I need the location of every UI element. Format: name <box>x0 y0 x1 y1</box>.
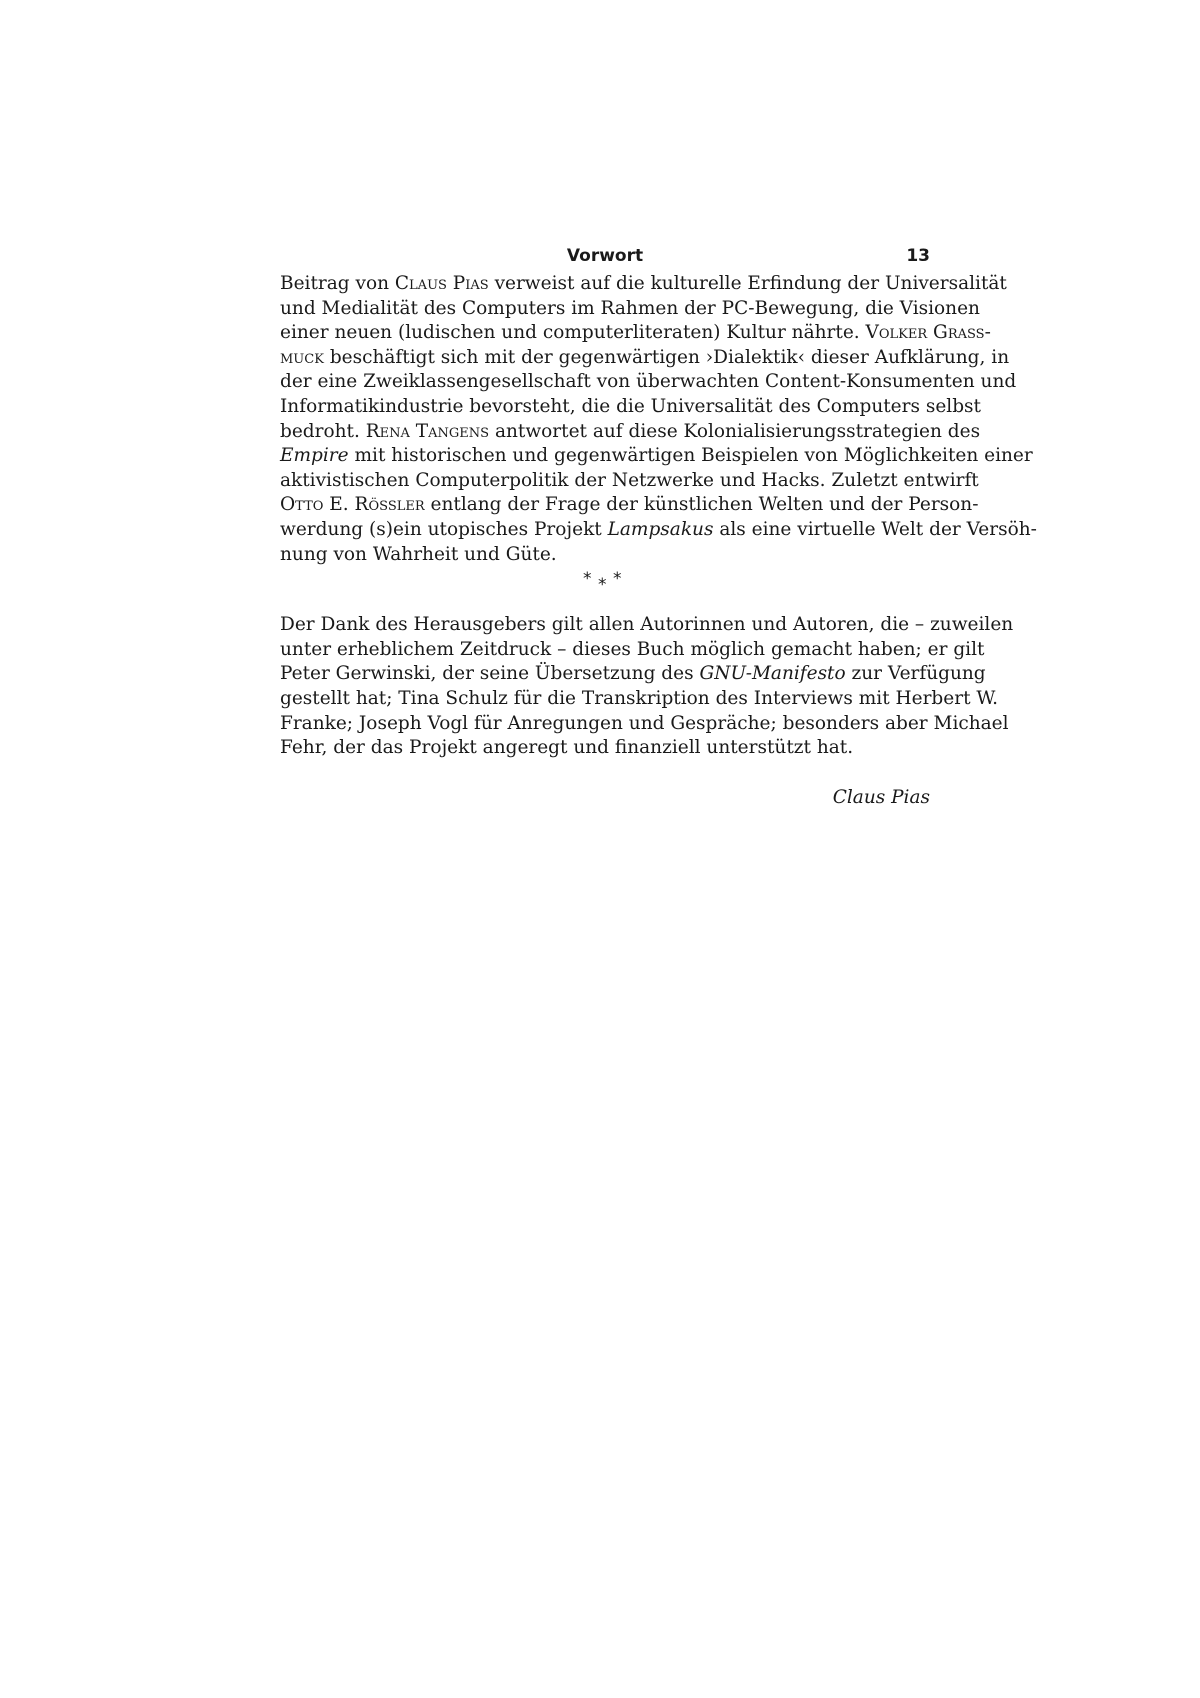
star-icon: * <box>583 569 592 590</box>
text-line <box>280 493 979 518</box>
text-line: Fehr, der das Projekt angeregt und finanziell unterstützt hat. <box>280 737 854 759</box>
text-line: Franke; Joseph Vogl für Anregungen und Gespräche; besonders aber Michael <box>280 712 1009 734</box>
text-run: werdung (s)ein utopisches Projekt <box>280 518 608 540</box>
text-line <box>280 346 1010 371</box>
text-line: gestellt hat; Tina Schulz für die Transkription des Interviews mit Herbert W. <box>280 687 999 709</box>
author-name: Otto E. Rössler <box>280 494 425 516</box>
text-line <box>280 444 1033 469</box>
text-run: zur Verfügung <box>845 663 986 685</box>
text-run: entlang der Frage der künstlichen Welten und der Person- <box>424 494 979 516</box>
text-run: beschäftigt sich mit der gegenwärtigen ›Dialektik‹ dieser Aufklärung, in <box>323 346 1010 368</box>
running-head <box>280 242 930 272</box>
text-run: antwortet auf diese Kolonialisierungsstrategien des <box>489 420 981 442</box>
star-icon: * <box>598 575 607 596</box>
text-run: einer neuen (ludischen und computerliteraten) Kultur nährte. <box>280 322 866 344</box>
text-line <box>280 662 986 687</box>
author-signature: Claus Pias <box>832 786 930 808</box>
text-run: Peter Gerwinski, der seine Übersetzung des <box>280 663 700 685</box>
page-content <box>280 242 1037 808</box>
author-name: Volker Grass- <box>865 322 991 344</box>
star-icon: * <box>613 569 622 590</box>
text-line <box>280 420 981 445</box>
text-line: Informatikindustrie bevorsteht, die die Universalität des Computers selbst <box>280 395 981 417</box>
text-run: verweist auf die kulturelle Erfindung der Universalität <box>488 273 1007 294</box>
book-title: GNU-Manifesto <box>699 663 846 685</box>
project-title: Lampsakus <box>607 518 714 540</box>
chapter-title: Vorwort <box>566 246 644 266</box>
author-name: Claus Pias <box>394 273 489 294</box>
text-line: Der Dank des Herausgebers gilt allen Autorinnen und Autoren, die – zuweilen <box>280 614 1014 636</box>
text-line: der eine Zweiklassengesellschaft von überwachten Content-Konsumenten und <box>280 371 1017 393</box>
section-separator <box>280 569 930 607</box>
paragraph-acknowledgements <box>280 613 1014 761</box>
text-line <box>280 518 1037 543</box>
text-line: aktivistischen Computerpolitik der Netzwerke und Hacks. Zuletzt entwirft <box>280 469 979 491</box>
text-run: als eine virtuelle Welt der Versöh- <box>713 518 1037 540</box>
text-line: und Medialität des Computers im Rahmen der PC-Bewegung, die Visionen <box>280 297 980 319</box>
book-title: Empire <box>280 445 349 467</box>
text-run: Beitrag von <box>280 273 395 294</box>
text-line <box>280 321 991 346</box>
author-name: Rena Tangens <box>365 420 490 442</box>
text-run: mit historischen und gegenwärtigen Beispielen von Möglichkeiten einer <box>348 445 1033 467</box>
page-number: 13 <box>906 246 930 266</box>
text-line <box>280 272 1007 297</box>
text-line: unter erheblichem Zeitdruck – dieses Buch möglich gemacht haben; er gilt <box>280 638 985 660</box>
author-name: muck <box>280 346 324 368</box>
text-run: bedroht. <box>280 420 366 442</box>
text-line: nung von Wahrheit und Güte. <box>280 543 557 565</box>
paragraph-intro <box>280 272 1037 567</box>
